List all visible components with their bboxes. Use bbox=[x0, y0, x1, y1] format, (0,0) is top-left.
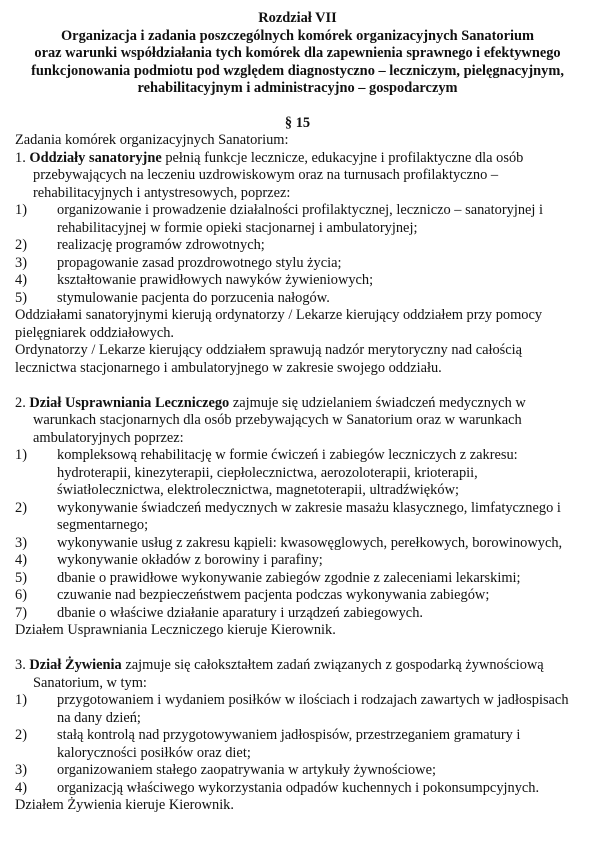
section-dzial-usprawniania bbox=[15, 395, 580, 640]
list-item bbox=[15, 202, 580, 237]
list-item bbox=[15, 290, 580, 308]
section-note: Działem Usprawniania Leczniczego kieruje Kierownik. bbox=[15, 622, 336, 638]
list-item bbox=[15, 552, 580, 570]
item-text: realizację programów zdrowotnych; bbox=[57, 237, 265, 253]
section-name: Dział Żywienia bbox=[29, 657, 122, 673]
list-item bbox=[15, 500, 580, 535]
item-number: 4) bbox=[15, 272, 27, 288]
item-number: 5) bbox=[15, 289, 27, 306]
item-number: 3) bbox=[15, 534, 27, 551]
list-item bbox=[15, 762, 580, 780]
item-text: wykonywanie okładów z borowiny i parafiny; bbox=[57, 552, 323, 568]
item-number: 1) bbox=[15, 202, 27, 218]
item-number: 6) bbox=[15, 587, 27, 603]
list-item bbox=[15, 255, 580, 273]
item-number: 1) bbox=[15, 447, 27, 463]
section-name: Dział Usprawniania Leczniczego bbox=[29, 394, 230, 411]
section-oddzialy-sanatoryjne bbox=[15, 150, 580, 378]
item-number: 7) bbox=[15, 604, 27, 621]
item-number: 2) bbox=[15, 727, 27, 743]
section-note: Działem Żywienia kieruje Kierownik. bbox=[15, 797, 234, 813]
title-line: Organizacja i zadania poszczególnych komórek organizacyjnych Sanatorium bbox=[60, 27, 534, 44]
chapter-heading: Rozdział VII bbox=[258, 10, 337, 26]
task-list bbox=[15, 692, 580, 797]
spacer bbox=[15, 640, 580, 658]
list-item bbox=[15, 447, 580, 500]
item-text: dbanie o prawidłowe wykonywanie zabiegów zgodnie z zaleceniami lekarskimi; bbox=[57, 569, 521, 586]
title-line: funkcjonowania podmiotu pod względem diagnostyczno – leczniczym, pielęgnacyjnym, bbox=[31, 62, 564, 79]
section-note: Oddziałami sanatoryjnymi kierują ordynatorzy / Lekarze kierujący oddziałem przy pomocy pielęgniarek oddziałowych. bbox=[15, 307, 543, 341]
item-text: organizowaniem stałego zaopatrywania w artykuły żywnościowe; bbox=[57, 762, 436, 778]
chapter-title bbox=[15, 28, 580, 98]
spacer bbox=[15, 377, 580, 395]
section-number: 3. bbox=[15, 657, 26, 673]
section-number: 1. bbox=[15, 149, 26, 166]
list-item bbox=[15, 605, 580, 623]
item-number: 2) bbox=[15, 237, 27, 253]
item-text: przygotowaniem i wydaniem posiłków w ilościach i rodzajach zawartych w jadłospisach na dany dzień; bbox=[57, 692, 569, 726]
title-line: rehabilitacyjnym i administracyjno – gospodarczym bbox=[137, 80, 458, 96]
item-text: czuwanie nad bezpieczeństwem pacjenta podczas wykonywania zabiegów; bbox=[57, 587, 490, 603]
section-heading bbox=[15, 150, 580, 203]
section-text: zajmuje się całokształtem zadań związanych z gospodarką żywnościową Sanatorium, w tym: bbox=[33, 657, 544, 691]
section-heading bbox=[15, 395, 580, 448]
list-item bbox=[15, 272, 580, 290]
section-text: pełnią funkcje lecznicze, edukacyjne i profilaktyczne dla osób przebywających na leczeniu uzdrowiskowym oraz na turnusach profilaktyczno – rehabilitacyjnych i antystresowych, poprzez: bbox=[33, 149, 524, 201]
item-number: 2) bbox=[15, 499, 27, 516]
list-item bbox=[15, 780, 580, 798]
intro-text: Zadania komórek organizacyjnych Sanatorium: bbox=[15, 132, 289, 148]
list-item bbox=[15, 692, 580, 727]
item-text: dbanie o właściwe działanie aparatury i urządzeń zabiegowych. bbox=[57, 604, 423, 621]
list-item bbox=[15, 570, 580, 588]
task-list bbox=[15, 447, 580, 622]
item-number: 5) bbox=[15, 569, 27, 586]
section-text: zajmuje się udzielaniem świadczeń medycznych w warunkach stacjonarnych dla osób przebywających w Sanatorium oraz w warunkach ambulatoryjnych poprzez: bbox=[33, 394, 526, 446]
task-list bbox=[15, 202, 580, 307]
item-number: 3) bbox=[15, 254, 27, 271]
list-item bbox=[15, 727, 580, 762]
title-line: oraz warunki współdziałania tych komórek dla zapewnienia sprawnego i efektywnego bbox=[34, 45, 561, 61]
section-note: Ordynatorzy / Lekarze kierujący oddziałem sprawują nadzór merytoryczny nad całością lecznictwa stacjonarnego i ambulatoryjnego w zakresie swojego oddziału. bbox=[15, 342, 523, 376]
list-item bbox=[15, 535, 580, 553]
list-item bbox=[15, 237, 580, 255]
item-text: stałą kontrolą nad przygotowywaniem jadłospisów, przestrzeganiem gramatury i kaloryczności posiłków oraz diet; bbox=[57, 727, 521, 761]
paragraph-number: § 15 bbox=[284, 114, 311, 131]
item-number: 4) bbox=[15, 779, 27, 796]
item-text: wykonywanie świadczeń medycznych w zakresie masażu klasycznego, limfatycznego i segmentarnego; bbox=[57, 499, 561, 533]
section-name: Oddziały sanatoryjne bbox=[29, 149, 162, 166]
item-text: organizacją właściwego wykorzystania odpadów kuchennych i pokonsumpcyjnych. bbox=[57, 779, 540, 796]
item-number: 1) bbox=[15, 692, 27, 708]
section-number: 2. bbox=[15, 394, 26, 411]
item-text: organizowanie i prowadzenie działalności profilaktycznej, leczniczo – sanatoryjnej i rehabilitacyjnej w formie opieki stacjonarnej i ambulatoryjnej; bbox=[57, 202, 544, 236]
list-item bbox=[15, 587, 580, 605]
section-heading bbox=[15, 657, 580, 692]
item-text: stymulowanie pacjenta do porzucenia nałogów. bbox=[57, 289, 330, 306]
section-dzial-zywienia bbox=[15, 657, 580, 815]
item-text: kompleksową rehabilitację w formie ćwiczeń i zabiegów leczniczych z zakresu: hydroterapii, kinezyterapii, ciepłolecznictwa, aerozoloterapii, krioterapii, światłolecznictwa, elektrolecznictwa, magnetoterapii, ultradźwięków; bbox=[57, 447, 518, 498]
item-number: 4) bbox=[15, 552, 27, 568]
item-number: 3) bbox=[15, 762, 27, 778]
item-text: kształtowanie prawidłowych nawyków żywieniowych; bbox=[57, 272, 374, 288]
item-text: wykonywanie usług z zakresu kąpieli: kwasowęglowych, perełkowych, borowinowych, bbox=[57, 534, 563, 551]
item-text: propagowanie zasad prozdrowotnego stylu życia; bbox=[57, 254, 342, 271]
